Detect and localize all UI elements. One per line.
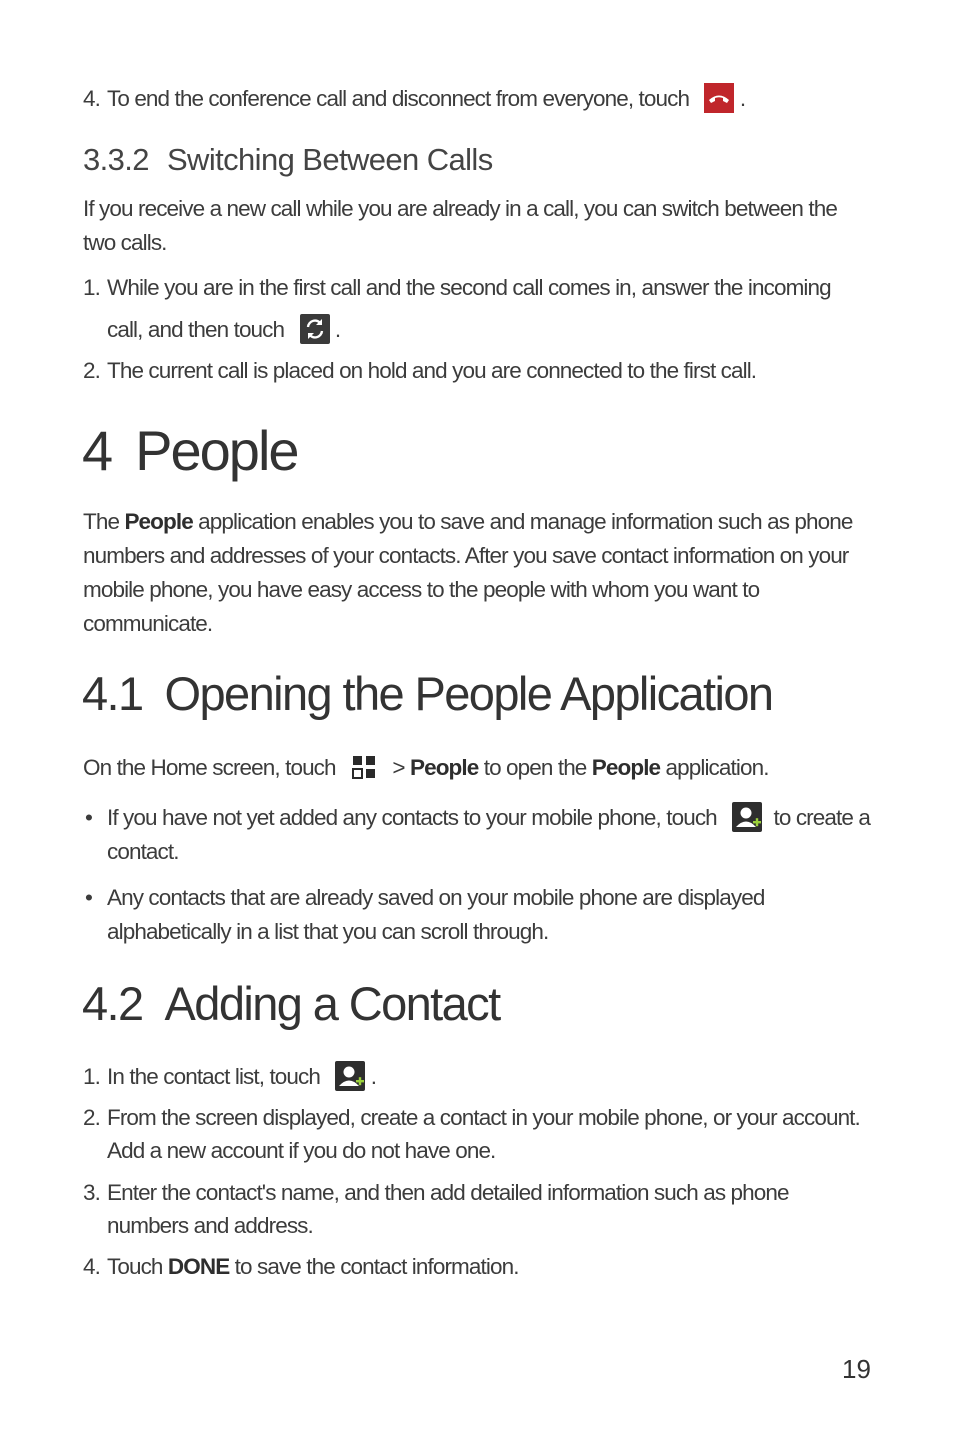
adding-step-3-cont: numbers and address. (107, 1213, 313, 1238)
opening-bullet-2 (107, 881, 897, 949)
heading-number: 3.3.2 (83, 142, 149, 177)
step-text: The current call is placed on hold and you are connected to the first call. (107, 358, 757, 383)
step-line-1: From the screen displayed, create a contact in your mobile phone, or your account. (107, 1105, 860, 1130)
bullet-line-1: Any contacts that are already saved on your mobile phone are displayed (107, 885, 765, 910)
adding-step-3 (83, 1176, 789, 1210)
step-text: To end the conference call and disconnect from everyone, touch (107, 86, 690, 111)
switching-intro: If you receive a new call while you are already in a call, you can switch between the two calls. (83, 196, 837, 255)
adding-step-1 (83, 1060, 376, 1094)
opening-mid: to open the (483, 755, 587, 780)
intro-line-2: numbers and addresses of your contacts. After you save contact information on your (83, 543, 849, 568)
step-number: 4. (83, 86, 100, 111)
intro-line-1: application enables you to save and manage information such as phone (198, 509, 853, 534)
step-line-1: Enter the contact's name, and then add detailed information such as phone (107, 1180, 789, 1205)
step-number: 2. (83, 1105, 100, 1130)
opening-bullet-1 (107, 801, 897, 835)
step-text: In the contact list, touch (107, 1064, 320, 1089)
heading-title: Switching Between Calls (166, 142, 493, 177)
adding-step-4 (83, 1250, 519, 1284)
step-number: 1. (83, 275, 100, 300)
chapter-number: 4 (82, 419, 112, 482)
chapter-title: People (135, 419, 298, 482)
opening-pre: On the Home screen, touch (83, 755, 336, 780)
intro-line-3: mobile phone, you have easy access to the people with whom you want to (83, 577, 760, 602)
people-app-name: People (124, 509, 193, 534)
heading-number: 4.1 (82, 667, 143, 720)
step-number: 1. (83, 1064, 100, 1089)
switching-step-1 (83, 271, 883, 305)
bullet-text-post: to create a (773, 805, 870, 830)
opening-bullet-1-cont: contact. (107, 839, 179, 864)
heading-title: Adding a Contact (164, 977, 500, 1030)
add-contact-icon (732, 802, 762, 832)
bullet-text-pre: If you have not yet added any contacts to your mobile phone, touch (107, 805, 717, 830)
people-intro (83, 505, 883, 641)
section-heading-switching (83, 142, 493, 178)
adding-step-2-cont: Add a new account if you do not have one. (107, 1138, 496, 1163)
conference-end-step (83, 82, 883, 116)
add-contact-icon (335, 1061, 365, 1091)
apps-grid-icon (351, 754, 377, 780)
end-call-icon (704, 83, 734, 113)
section-heading-opening (82, 666, 772, 721)
heading-title: Opening the People Application (164, 667, 773, 720)
people-app-name: People (409, 755, 479, 780)
chapter-heading-people (82, 418, 298, 483)
bullet-symbol: • (85, 885, 92, 910)
switch-calls-icon (300, 314, 330, 344)
step-end-punct: . (334, 317, 341, 342)
step-number: 3. (83, 1180, 100, 1205)
people-app-name: People (591, 755, 661, 780)
step-end-punct: . (370, 1064, 377, 1089)
adding-step-2 (83, 1101, 860, 1135)
switching-step-1-cont (107, 313, 807, 347)
step-number: 2. (83, 358, 100, 383)
page-number: 19 (842, 1354, 871, 1384)
step-number: 4. (83, 1254, 100, 1279)
step-text-line2: call, and then touch (107, 317, 285, 342)
intro-line-4: communicate. (83, 611, 213, 636)
heading-number: 4.2 (82, 977, 143, 1030)
opening-instruction (83, 751, 903, 785)
bullet-line-2: alphabetically in a list that you can scroll through. (107, 919, 549, 944)
section-heading-adding (82, 976, 500, 1031)
step-post: to save the contact information. (234, 1254, 519, 1279)
opening-post: application. (665, 755, 769, 780)
step-pre: Touch (107, 1254, 163, 1279)
step-text-line1: While you are in the first call and the second call comes in, answer the incoming (107, 275, 831, 300)
switching-step-2 (83, 354, 883, 388)
step-end-punct: . (739, 86, 746, 111)
bullet-symbol: • (85, 805, 92, 830)
gt-symbol: > (392, 755, 405, 780)
done-label: DONE (167, 1254, 230, 1279)
intro-pre: The (83, 509, 120, 534)
